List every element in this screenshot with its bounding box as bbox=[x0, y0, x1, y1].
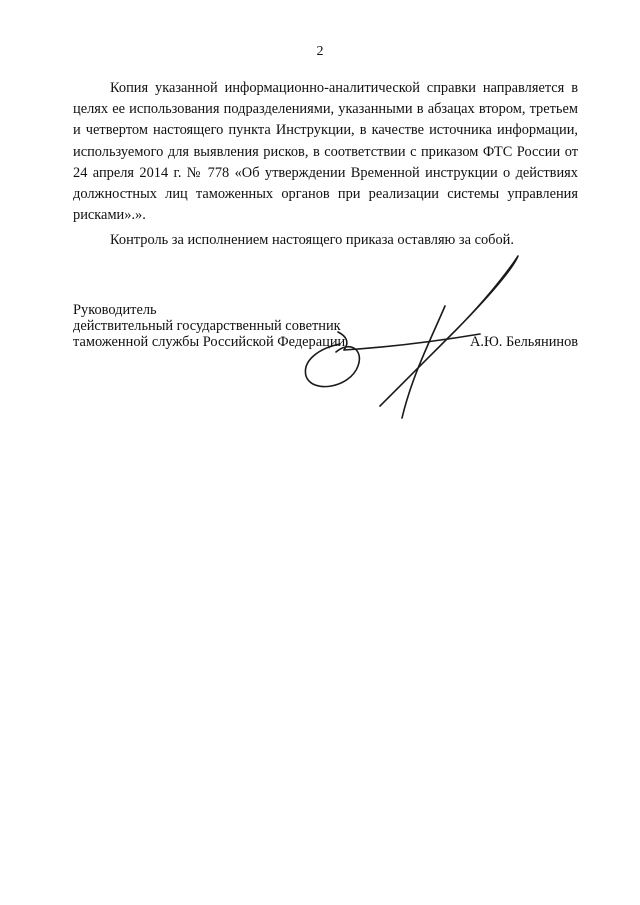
page-number: 2 bbox=[316, 44, 324, 59]
signatory-title-line: действительный государственный советник bbox=[73, 318, 341, 334]
signatory-title-line: таможенной службы Российской Федерации bbox=[73, 334, 346, 350]
signatory-title-line: Руководитель bbox=[73, 302, 157, 318]
paragraph-copy-distribution: Копия указанной информационно-аналитической справки направляется в целях ее использования подразделениями, указанными в абзацах втором, третьем и четвертом настоящего пункта Инструкции, в качестве источника информации, используемого для выявления рисков, в соответствии с приказом ФТС России от 24 апреля 2014 г. № 778 «Об утверждении Временной инструкции о действиях должностных лиц таможенных органов при реализации системы управления рисками».». bbox=[73, 80, 578, 224]
paragraph-control: Контроль за исполнением настоящего приказа оставляю за собой. bbox=[110, 232, 514, 248]
signatory-name: А.Ю. Бельянинов bbox=[470, 334, 579, 350]
signatory-title bbox=[73, 302, 345, 350]
